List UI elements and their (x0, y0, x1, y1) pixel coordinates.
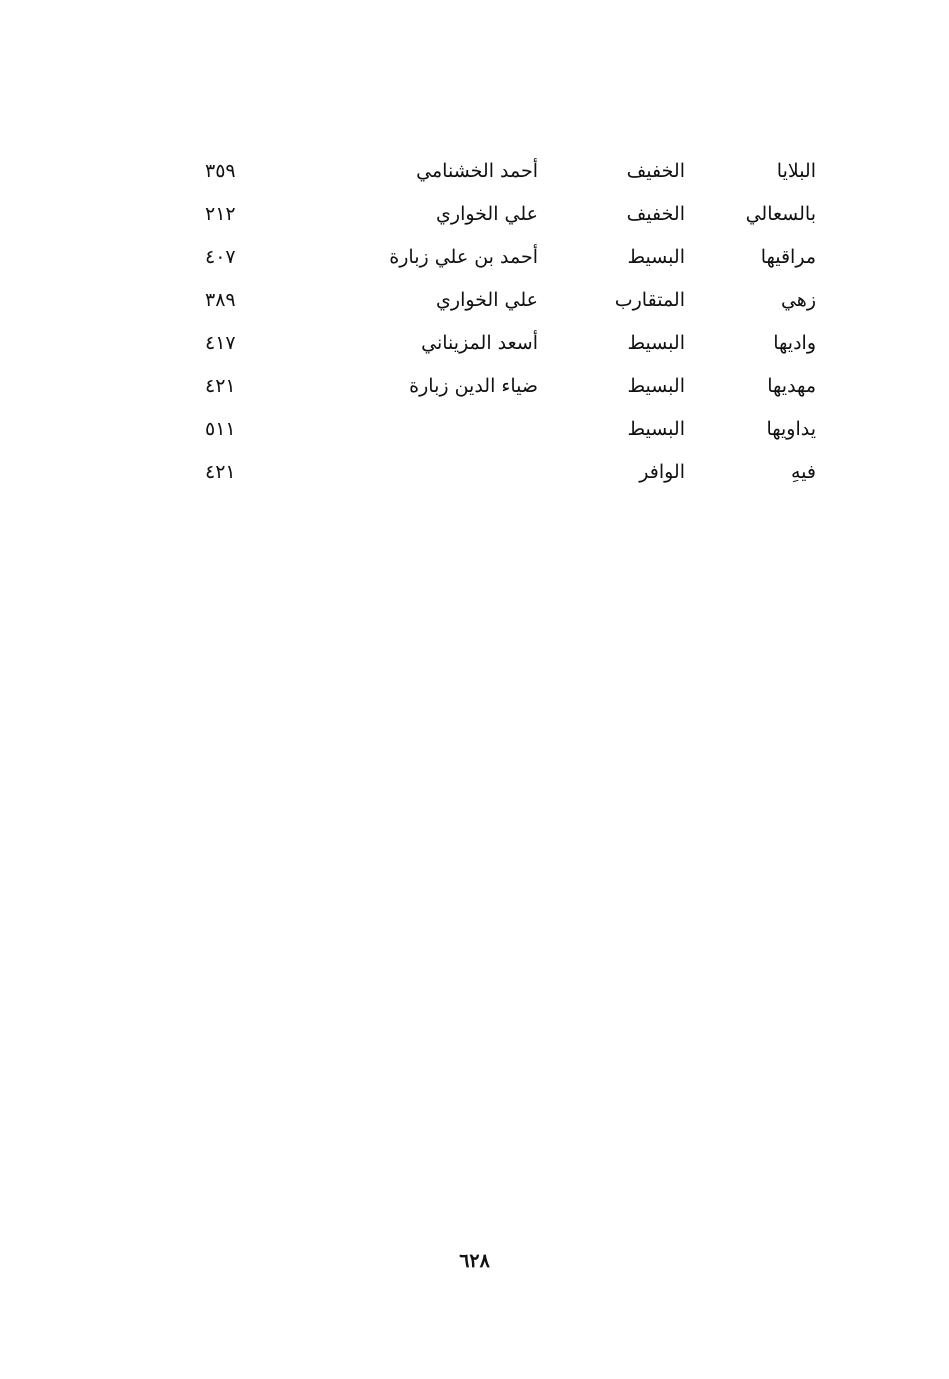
poet-name: أحمد بن علي زبارة (389, 246, 538, 268)
table-row (190, 236, 830, 279)
page-reference: ٤٠٧ (205, 246, 236, 268)
rhyme-word: يداويها (766, 418, 816, 440)
page-reference: ٣٨٩ (205, 289, 236, 311)
table-row (190, 408, 830, 451)
rhyme-word: مراقيها (760, 246, 816, 268)
table-row (190, 150, 830, 193)
table-row (190, 193, 830, 236)
rhyme-index-table (190, 150, 830, 494)
page-reference: ٢١٢ (205, 203, 236, 225)
table-row (190, 365, 830, 408)
poetic-meter: الوافر (639, 461, 685, 483)
page-reference: ٥١١ (205, 418, 236, 440)
poetic-meter: البسيط (627, 246, 685, 268)
poet-name: علي الخواري (436, 203, 538, 225)
poetic-meter: البسيط (627, 332, 685, 354)
poetic-meter: المتقارب (614, 289, 685, 311)
poet-name: ضياء الدين زبارة (409, 375, 538, 397)
page-number: ٦٢٨ (459, 1250, 490, 1272)
rhyme-word: البلايا (776, 160, 816, 182)
poetic-meter: الخفيف (626, 203, 685, 225)
page-reference: ٤٢١ (205, 461, 236, 483)
poet-name: أحمد الخشنامي (416, 160, 538, 182)
poetic-meter: البسيط (627, 375, 685, 397)
table-row (190, 322, 830, 365)
page-reference: ٣٥٩ (205, 160, 236, 182)
rhyme-word: واديها (773, 332, 816, 354)
page-reference: ٤١٧ (205, 332, 236, 354)
poet-name: علي الخواري (436, 289, 538, 311)
poetic-meter: البسيط (627, 418, 685, 440)
poet-name: أسعد المزيناني (421, 332, 538, 354)
rhyme-word: زهي (780, 289, 816, 311)
table-row (190, 279, 830, 322)
rhyme-word: مهديها (767, 375, 816, 397)
page-reference: ٤٢١ (205, 375, 236, 397)
rhyme-word: فيهِ (790, 461, 816, 483)
rhyme-word: بالسعالي (745, 203, 816, 225)
table-row (190, 451, 830, 494)
poetic-meter: الخفيف (626, 160, 685, 182)
